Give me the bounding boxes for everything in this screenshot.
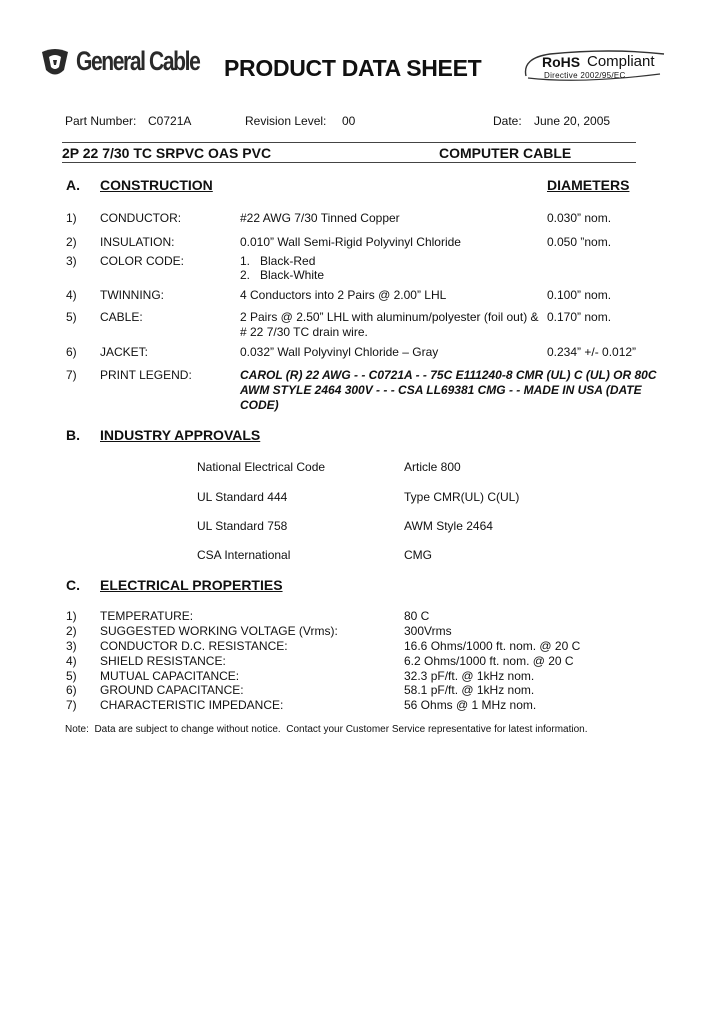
electrical-value: 6.2 Ohms/1000 ft. nom. @ 20 C [404, 654, 574, 668]
electrical-value: 16.6 Ohms/1000 ft. nom. @ 20 C [404, 639, 581, 653]
electrical-num: 5) [66, 669, 77, 683]
approval-value: AWM Style 2464 [404, 519, 493, 533]
approval-value: CMG [404, 548, 432, 562]
electrical-label: SHIELD RESISTANCE: [100, 654, 226, 668]
approvals-heading: INDUSTRY APPROVALS [100, 427, 261, 443]
electrical-value: 56 Ohms @ 1 MHz nom. [404, 698, 537, 712]
construction-label: TWINNING: [100, 288, 164, 302]
construction-label: JACKET: [100, 345, 149, 359]
cable-desc-line1: 2 Pairs @ 2.50” LHL with aluminum/polyester (foil out) & [240, 310, 539, 324]
approval-name: UL Standard 444 [197, 490, 288, 504]
construction-num: 3) [66, 254, 77, 268]
electrical-label: GROUND CAPACITANCE: [100, 683, 244, 697]
construction-num: 7) [66, 368, 77, 382]
construction-desc: 4 Conductors into 2 Pairs @ 2.00” LHL [240, 288, 447, 302]
electrical-label: CHARACTERISTIC IMPEDANCE: [100, 698, 284, 712]
date-label: Date: [493, 114, 522, 128]
date-value: June 20, 2005 [534, 114, 611, 128]
electrical-value: 300Vrms [404, 624, 452, 638]
construction-diameter: 0.050 ”nom. [547, 235, 612, 249]
construction-desc: 0.010” Wall Semi-Rigid Polyvinyl Chloride [240, 235, 461, 249]
electrical-value: 58.1 pF/ft. @ 1kHz nom. [404, 683, 535, 697]
construction-desc: 0.032” Wall Polyvinyl Chloride – Gray [240, 345, 439, 359]
electrical-heading: ELECTRICAL PROPERTIES [100, 577, 283, 593]
construction-diameter: 0.234” +/- 0.012” [547, 345, 637, 359]
construction-label: PRINT LEGEND: [100, 368, 192, 382]
electrical-num: 6) [66, 683, 77, 697]
part-number-label: Part Number: [65, 114, 137, 128]
diameters-heading: DIAMETERS [547, 177, 630, 193]
product-category: COMPUTER CABLE [439, 145, 572, 161]
revision-value: 00 [342, 114, 356, 128]
electrical-num: 2) [66, 624, 77, 638]
divider-top [62, 142, 636, 143]
electrical-value: 32.3 pF/ft. @ 1kHz nom. [404, 669, 535, 683]
revision-label: Revision Level: [245, 114, 327, 128]
electrical-label: TEMPERATURE: [100, 609, 194, 623]
approval-value: Article 800 [404, 460, 461, 474]
color-code-2: 2. Black-White [240, 268, 325, 282]
electrical-num: 7) [66, 698, 77, 712]
construction-num: 6) [66, 345, 77, 359]
construction-diameter: 0.170” nom. [547, 310, 612, 324]
color-code-1: 1. Black-Red [240, 254, 316, 268]
electrical-label: CONDUCTOR D.C. RESISTANCE: [100, 639, 288, 653]
page-title: PRODUCT DATA SHEET [224, 55, 482, 81]
rohs-badge [520, 48, 670, 84]
brand-name: General Cable [76, 46, 200, 76]
approval-name: National Electrical Code [197, 460, 326, 474]
section-c-letter: C. [66, 577, 80, 593]
rohs-directive: Directive 2002/95/EC [544, 71, 626, 80]
general-cable-logo-icon [40, 46, 70, 80]
brand-logo [40, 44, 210, 84]
construction-label: INSULATION: [100, 235, 175, 249]
print-legend: CAROL (R) 22 AWG - - C0721A - - 75C E111240-8 CMR (UL) C (UL) OR 80C AWM STYLE 2464 300V - - - CSA LL69381 CMG - - MADE IN USA (DATE CODE) [240, 368, 657, 412]
approval-name: UL Standard 758 [197, 519, 288, 533]
footer-note: Note: Data are subject to change without notice. Contact your Customer Service representative for latest information. [65, 724, 588, 735]
electrical-num: 4) [66, 654, 77, 668]
cable-desc-line2: # 22 7/30 TC drain wire. [240, 325, 368, 339]
product-name: 2P 22 7/30 TC SRPVC OAS PVC [62, 145, 272, 161]
construction-label: CABLE: [100, 310, 143, 324]
divider-bottom [62, 162, 636, 163]
electrical-num: 1) [66, 609, 77, 623]
approval-name: CSA International [197, 548, 291, 562]
part-number-value: C0721A [148, 114, 192, 128]
construction-label: CONDUCTOR: [100, 211, 182, 225]
electrical-value: 80 C [404, 609, 430, 623]
rohs-label: RoHS [542, 54, 581, 70]
construction-heading: CONSTRUCTION [100, 177, 213, 193]
construction-num: 2) [66, 235, 77, 249]
compliant-label: Compliant [587, 53, 655, 70]
approval-value: Type CMR(UL) C(UL) [404, 490, 520, 504]
electrical-label: MUTUAL CAPACITANCE: [100, 669, 240, 683]
construction-num: 1) [66, 211, 77, 225]
section-b-letter: B. [66, 427, 80, 443]
construction-num: 4) [66, 288, 77, 302]
construction-diameter: 0.100” nom. [547, 288, 612, 302]
construction-label: COLOR CODE: [100, 254, 185, 268]
construction-diameter: 0.030” nom. [547, 211, 612, 225]
construction-desc: #22 AWG 7/30 Tinned Copper [240, 211, 400, 225]
construction-num: 5) [66, 310, 77, 324]
electrical-num: 3) [66, 639, 77, 653]
section-a-letter: A. [66, 177, 80, 193]
electrical-label: SUGGESTED WORKING VOLTAGE (Vrms): [100, 624, 338, 638]
